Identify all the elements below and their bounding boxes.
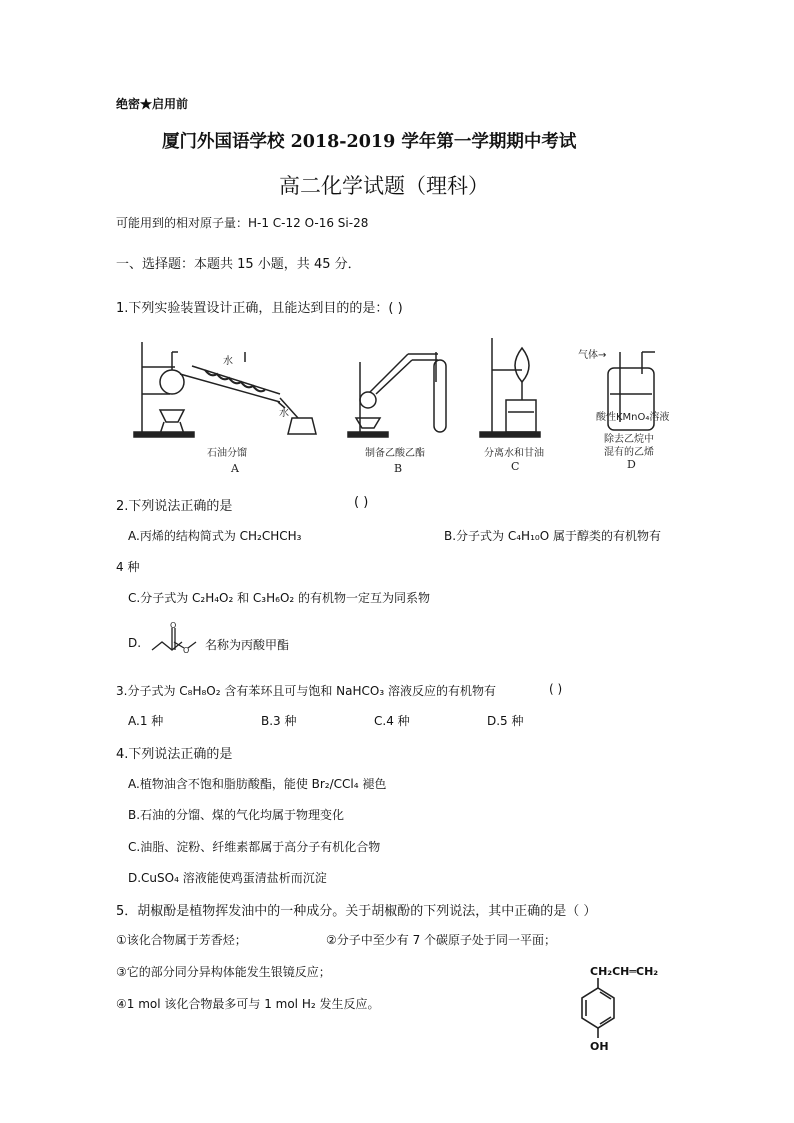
subject-title: 高二化学试题（理科） <box>279 174 489 198</box>
q4-option-b: B.石油的分馏、煤的气化均属于物理变化 <box>128 808 345 822</box>
q5-statement-2: ②分子中至少有 7 个碳原子处于同一平面； <box>326 933 557 947</box>
section-heading: 一、选择题：本题共 15 小题，共 45 分． <box>116 257 361 272</box>
fig-d-caption-line1: 除去乙烷中 <box>604 434 654 445</box>
q4-stem: 4.下列说法正确的是 <box>116 747 233 762</box>
fig-a-caption: 石油分馏 <box>207 448 247 459</box>
svg-text:O: O <box>170 622 177 630</box>
q4-option-c: C.油脂、淀粉、纤维素都属于高分子有机化合物 <box>128 840 381 854</box>
q4-option-a: A.植物油含不饱和脂肪酸酯，能使 Br₂/CCl₄ 褪色 <box>128 777 387 791</box>
methyl-propanoate-structure <box>148 622 200 658</box>
q3-option-a: A.1 种 <box>128 714 164 728</box>
q5-statement-3: ③它的部分同分异构体能发生银镜反应； <box>116 965 331 979</box>
q3-option-b: B.3 种 <box>261 714 297 728</box>
fig-a-letter: A <box>231 462 239 475</box>
chavicol-oh: OH <box>590 1040 609 1053</box>
fig-d-caption-line2: 混有的乙烯 <box>604 447 654 458</box>
chavicol-side-chain: CH₂CH═CH₂ <box>590 965 659 978</box>
q5-statement-1: ①该化合物属于芳香烃； <box>116 933 247 947</box>
q2-option-c: C.分子式为 C₂H₄O₂ 和 C₃H₆O₂ 的有机物一定互为同系物 <box>128 591 431 605</box>
fig-b-caption: 制备乙酸乙酯 <box>365 448 425 459</box>
fig-c-letter: C <box>511 460 520 473</box>
fig-d-solution-label: 酸性KMnO₄溶液 <box>596 412 670 423</box>
q2-option-a: A.丙烯的结构简式为 CH₂CHCH₃ <box>128 529 302 543</box>
q2-option-d-prefix: D. <box>128 636 142 650</box>
fig-d-gas-label: 气体→ <box>578 350 607 361</box>
q2-option-d-suffix: 名称为丙酸甲酯 <box>205 638 290 652</box>
q3-option-c: C.4 种 <box>374 714 410 728</box>
q2-option-b-cont: 4 种 <box>116 560 140 574</box>
q2-bracket: ( ) <box>354 495 369 510</box>
school-title: 厦门外国语学校 2018-2019 学年第一学期期中考试 <box>162 132 577 152</box>
fig-a-water-bottom: 水 <box>279 408 289 419</box>
q5-statement-4: ④1 mol 该化合物最多可与 1 mol H₂ 发生反应。 <box>116 997 380 1011</box>
fig-a-water-top: 水 <box>223 356 233 367</box>
q2-option-b: B.分子式为 C₄H₁₀O 属于醇类的有机物有 <box>444 529 661 543</box>
secret-label: 绝密★启用前 <box>116 97 189 111</box>
chavicol-benzene-ring <box>574 978 624 1040</box>
fig-c-caption: 分离水和甘油 <box>484 448 544 459</box>
q5-stem: 5．胡椒酚是植物挥发油中的一种成分。关于胡椒酚的下列说法，其中正确的是（ ） <box>116 904 597 919</box>
q3-bracket: ( ) <box>549 682 563 696</box>
fig-d-letter: D <box>627 458 636 471</box>
q3-option-d: D.5 种 <box>487 714 524 728</box>
q2-stem: 2.下列说法正确的是 <box>116 499 233 514</box>
q4-option-d: D.CuSO₄ 溶液能使鸡蛋清盐析而沉淀 <box>128 871 327 885</box>
q1-stem: 1.下列实验装置设计正确，且能达到目的的是：( ) <box>116 301 403 316</box>
q3-stem: 3.分子式为 C₈H₈O₂ 含有苯环且可与饱和 NaHCO₃ 溶液反应的有机物有 <box>116 684 496 698</box>
atomic-masses: 可能用到的相对原子量：H-1 C-12 O-16 Si-28 <box>116 216 369 230</box>
svg-text:O: O <box>183 646 190 655</box>
fig-b-letter: B <box>394 462 403 475</box>
